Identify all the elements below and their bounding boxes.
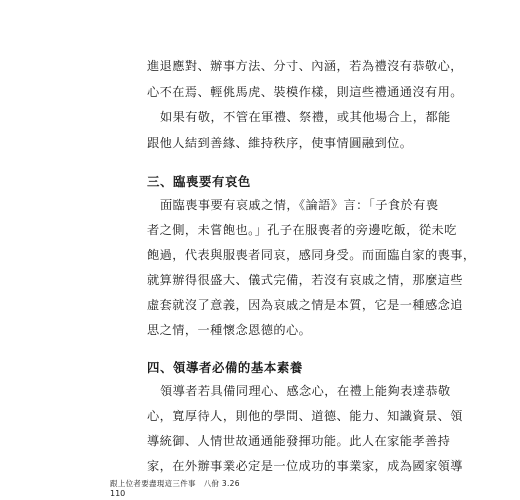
section-heading: 四、領導者必備的基本素養: [147, 360, 303, 375]
text-line: 飽過，代表與服喪者同哀，感同身受。而面臨自家的喪事，: [147, 248, 476, 262]
text-line: 虛套就沒了意義，因為哀戚之情是本質，它是一種感念追: [147, 298, 463, 312]
text-line: 跟他人結到善緣、維持秩序，使事情圓融到位。: [147, 136, 413, 150]
text-line: 者之側，未嘗飽也。」孔子在服喪者的旁邊吃飯，從未吃: [147, 223, 457, 237]
text-line: 進退應對、辦事方法、分寸、內涵，若為禮沒有恭敬心，: [147, 59, 463, 73]
text-line: 就算辦得很盛大、儀式完備，若沒有哀戚之情，那麼這些: [147, 273, 463, 287]
section-heading: 三、臨喪要有哀色: [147, 174, 251, 189]
page-number: 110: [110, 489, 126, 498]
text-line: 心不在焉、輕佻馬虎、裝模作樣，則這些禮通通沒有用。: [147, 85, 463, 99]
text-line: 家，在外辦事業必定是一位成功的事業家，成為國家領導: [147, 459, 463, 473]
text-line: 心，寬厚待人，則他的學問、道德、能力、知識資景、領: [147, 409, 463, 423]
text-line: 導統御、人情世故通通能發揮功能。此人在家能孝善持: [147, 434, 451, 448]
text-line: 思之情，一種懷念恩德的心。: [147, 323, 312, 337]
text-line: 如果有敬，不管在軍禮、祭禮，或其他場合上，都能: [160, 110, 451, 124]
running-footer: 跟上位者要盡現這三件事 八佾 3.26: [110, 479, 240, 488]
text-line: 面臨喪事要有哀戚之情，《論語》言：「子食於有喪: [160, 198, 439, 212]
text-line: 領導者若具備同理心、感念心，在禮上能夠表達恭敬: [160, 384, 451, 398]
